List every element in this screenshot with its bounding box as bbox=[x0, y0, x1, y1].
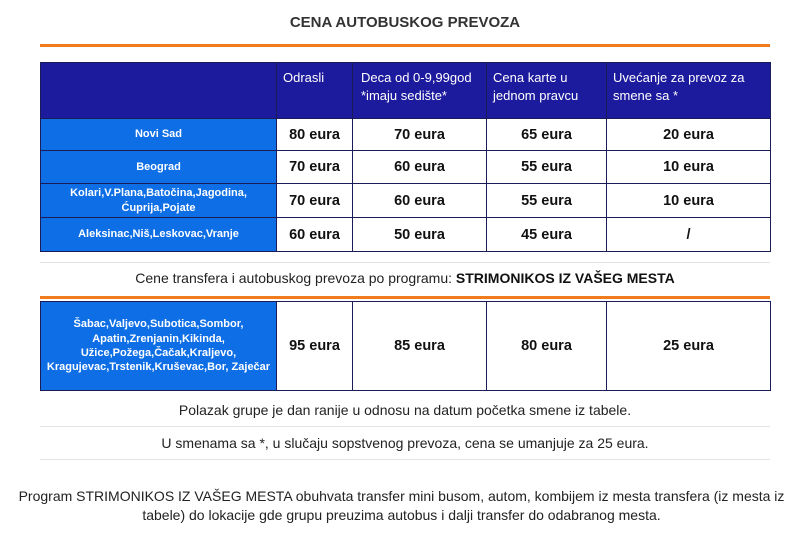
page-title: CENA AUTOBUSKOG PREVOZA bbox=[289, 14, 521, 31]
table-row bbox=[41, 218, 771, 252]
row-label: Beograd bbox=[41, 151, 277, 184]
table-row bbox=[41, 119, 771, 151]
header-children: Deca od 0-9,99god *imaju sedište* bbox=[353, 63, 487, 119]
subheading-divider bbox=[40, 296, 770, 299]
bus-price-table bbox=[40, 62, 771, 252]
transfer-subheading bbox=[40, 270, 770, 286]
price-cell: 45 eura bbox=[487, 218, 607, 252]
divider bbox=[40, 459, 770, 460]
price-cell: 20 eura bbox=[607, 119, 771, 151]
title-divider bbox=[40, 44, 770, 47]
header-surcharge: Uvećanje za prevoz za smene sa * bbox=[607, 63, 771, 119]
price-cell: 85 eura bbox=[353, 302, 487, 391]
price-cell: 95 eura bbox=[277, 302, 353, 391]
subheading-prefix: Cene transfera i autobuskog prevoza po programu: bbox=[135, 270, 456, 286]
departure-note: Polazak grupe je dan ranije u odnosu na datum početka smene iz tabele. bbox=[178, 402, 632, 418]
row-label: Aleksinac,Niš,Leskovac,Vranje bbox=[41, 218, 277, 252]
price-cell: / bbox=[607, 218, 771, 252]
table-header-row bbox=[41, 63, 771, 119]
program-description: Program STRIMONIKOS IZ VAŠEG MESTA obuhvata transfer mini busom, autom, kombijem iz mesta transfera (iz mesta iz tabele) do lokacije gde grupu preuzima autobus i dalji transfer do odabranog mesta. bbox=[18, 488, 785, 523]
price-cell: 50 eura bbox=[353, 218, 487, 252]
header-adults: Odrasli bbox=[277, 63, 353, 119]
row-label: Novi Sad bbox=[41, 119, 277, 151]
price-cell: 55 eura bbox=[487, 184, 607, 218]
price-cell: 25 eura bbox=[607, 302, 771, 391]
price-cell: 70 eura bbox=[277, 151, 353, 184]
price-cell: 65 eura bbox=[487, 119, 607, 151]
discount-note: U smenama sa *, u slučaju sopstvenog prevoza, cena se umanjuje za 25 eura. bbox=[161, 435, 649, 451]
divider bbox=[40, 262, 770, 263]
header-one-way: Cena karte u jednom pravcu bbox=[487, 63, 607, 119]
price-cell: 60 eura bbox=[353, 184, 487, 218]
price-cell: 80 eura bbox=[277, 119, 353, 151]
header-empty bbox=[41, 63, 277, 119]
divider bbox=[40, 426, 770, 427]
price-cell: 55 eura bbox=[487, 151, 607, 184]
transfer-price-table bbox=[40, 301, 771, 391]
price-cell: 70 eura bbox=[353, 119, 487, 151]
table-row bbox=[41, 151, 771, 184]
price-cell: 70 eura bbox=[277, 184, 353, 218]
table-row bbox=[41, 184, 771, 218]
price-cell: 60 eura bbox=[277, 218, 353, 252]
table-row bbox=[41, 302, 771, 391]
price-cell: 10 eura bbox=[607, 151, 771, 184]
subheading-program: STRIMONIKOS IZ VAŠEG MESTA bbox=[455, 270, 675, 286]
price-cell: 10 eura bbox=[607, 184, 771, 218]
row-label: Kolari,V.Plana,Batočina,Jagodina, Ćuprija,Pojate bbox=[41, 184, 277, 218]
price-cell: 60 eura bbox=[353, 151, 487, 184]
row-label: Šabac,Valjevo,Subotica,Sombor, Apatin,Zrenjanin,Kikinda, Užice,Požega,Čačak,Kraljevo, Kragujevac,Trstenik,Kruševac,Bor, Zaječar bbox=[41, 302, 277, 391]
price-cell: 80 eura bbox=[487, 302, 607, 391]
